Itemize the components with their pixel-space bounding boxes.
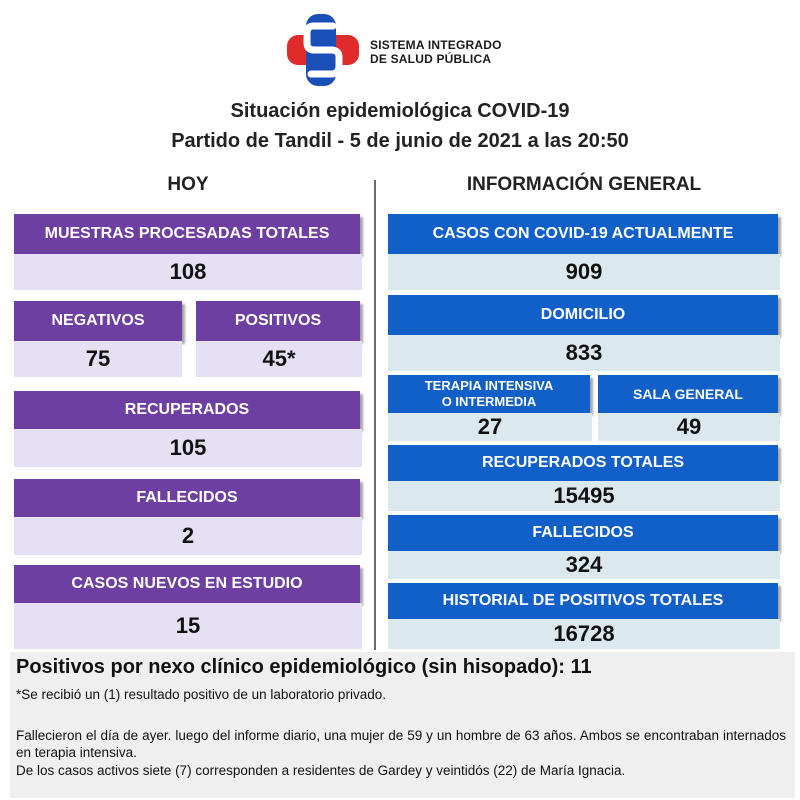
fallecidos-hoy-label: FALLECIDOS — [14, 479, 360, 517]
domicilio-label: DOMICILIO — [388, 295, 778, 335]
recuperados-totales-value: 15495 — [388, 481, 780, 511]
casos-actuales-value: 909 — [388, 254, 780, 290]
casos-actuales-label: CASOS CON COVID-19 ACTUALMENTE — [388, 214, 778, 254]
recuperados-label: RECUPERADOS — [14, 391, 360, 429]
recuperados-totales-label: RECUPERADOS TOTALES — [388, 445, 778, 481]
terapia-label-line2: O INTERMEDIA — [441, 394, 537, 409]
historial-label: HISTORIAL DE POSITIVOS TOTALES — [388, 583, 778, 619]
sala-value: 49 — [598, 413, 780, 441]
domicilio-value: 833 — [388, 335, 780, 371]
footer-paragraph-2: De los casos activos siete (7) corresponden a residentes de Gardey y veintidós (22) de María Ignacia. — [16, 763, 626, 778]
sala-label: SALA GENERAL — [598, 375, 778, 413]
terapia-value: 27 — [388, 413, 592, 441]
casos-nuevos-value: 15 — [14, 603, 362, 649]
fallecidos-totales-label: FALLECIDOS — [388, 515, 778, 551]
org-name-line1: SISTEMA INTEGRADO — [370, 38, 502, 52]
org-name-line2: DE SALUD PÚBLICA — [370, 52, 492, 66]
org-name — [370, 38, 502, 66]
footer-note: *Se recibió un (1) resultado positivo de un laboratorio privado. — [16, 687, 386, 702]
negativos-label: NEGATIVOS — [14, 301, 182, 341]
historial-value: 16728 — [388, 619, 780, 649]
fallecidos-totales-value: 324 — [388, 551, 780, 579]
terapia-label — [388, 375, 590, 413]
positivos-label: POSITIVOS — [196, 301, 360, 341]
terapia-label-line1: TERAPIA INTENSIVA — [424, 378, 554, 393]
general-heading: INFORMACIÓN GENERAL — [466, 174, 702, 195]
column-divider — [374, 180, 376, 650]
sisp-logo-icon — [283, 10, 363, 90]
footer-headline: Positivos por nexo clínico epidemiológico (sin hisopado): 11 — [16, 656, 592, 678]
muestras-value: 108 — [14, 254, 362, 290]
page-title: Situación epidemiológica COVID-19 — [230, 100, 570, 122]
recuperados-value: 105 — [14, 429, 362, 467]
footer-paragraph-1: Fallecieron el día de ayer. luego del informe diario, una mujer de 59 y un hombre de 63 años. Ambos se encontraban internados en terapia intensiva. — [16, 728, 786, 760]
hoy-heading: HOY — [167, 174, 209, 195]
negativos-value: 75 — [14, 341, 182, 377]
page-subtitle: Partido de Tandil - 5 de junio de 2021 a las 20:50 — [171, 130, 629, 152]
fallecidos-hoy-value: 2 — [14, 517, 362, 555]
positivos-value: 45* — [196, 341, 362, 377]
casos-nuevos-label: CASOS NUEVOS EN ESTUDIO — [14, 565, 360, 603]
muestras-label: MUESTRAS PROCESADAS TOTALES — [14, 214, 360, 254]
